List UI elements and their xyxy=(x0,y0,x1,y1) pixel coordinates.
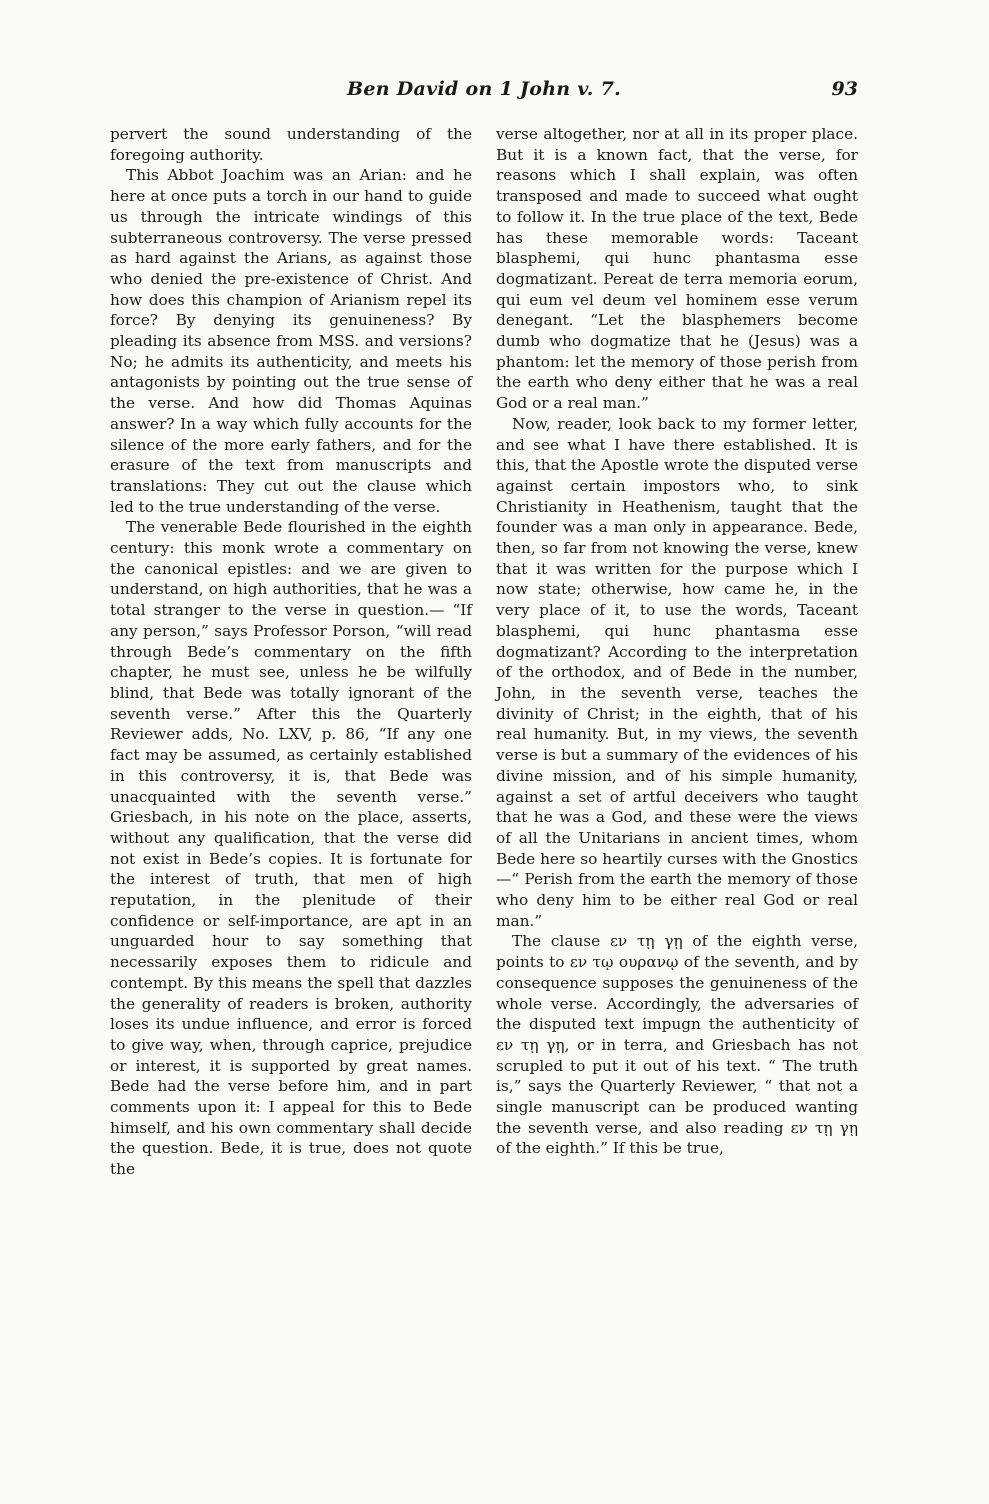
paragraph-continuation: pervert the sound understanding of the foregoing authority. xyxy=(110,125,472,164)
text-columns xyxy=(110,124,858,1180)
running-title: Ben David on 1 John v. 7. xyxy=(346,78,622,100)
right-column xyxy=(496,124,858,1180)
paragraph-abbot-joachim: This Abbot Joachim was an Arian: and he here at once puts a torch in our hand to guide us through the intricate windings of this subterraneous controversy. The verse pressed as hard against the Arians, as against those who denied the pre-existence of Christ. And how does this champion of Arianism repel its force? By denying its genuineness? By pleading its absence from MSS. and versions? No; he admits its authenticity, and meets his antagonists by pointing out the true sense of the verse. And how did Thomas Aquinas answer? In a way which fully accounts for the silence of the more early fathers, and for the erasure of the text from manuscripts and translations: They cut out the clause which led to the true understanding of the verse. xyxy=(110,166,472,516)
paragraph-venerable-bede: The venerable Bede flourished in the eighth century: this monk wrote a commentary on the canonical epistles: and we are given to understand, on high authorities, that he was a total stranger to the verse in question.— “If any person,” says Professor Porson, “will read through Bede’s commentary on the fifth chapter, he must see, unless he be wilfully blind, that Bede was totally ignorant of the seventh verse.” After this the Quarterly Reviewer adds, No. LXV, p. 86, “If any one fact may be assumed, as certainly established in this controversy, it is, that Bede was unacquainted with the seventh verse.” Griesbach, in his note on the place, asserts, without any qualification, that the verse did not exist in Bede’s copies. It is fortunate for the interest of truth, that men of high reputation, in the plenitude of their confidence or self-importance, are apt in an unguarded hour to say something that necessarily exposes them to ridicule and contempt. By this means the spell that dazzles the generality of readers is broken, authority loses its undue influence, and error is forced to give way, when, through caprice, prejudice or interest, it is supported by great names. Bede had the verse before him, and in part comments upon it: I appeal for this to Bede himself, and his own commentary shall decide the question. Bede, it is true, does not quote the xyxy=(110,518,472,1179)
paragraph-now-reader: Now, reader, look back to my former letter, and see what I have there established. It is this, that the Apostle wrote the disputed verse against certain impostors who, to sink Christianity in Heathenism, taught that the founder was a man only in appearance. Bede, then, so far from not knowing the verse, knew that it was written for the purpose which I now state; otherwise, how came he, in the very place of it, to use the words, Taceant blasphemi, qui hunc phantasma esse dogmatizant? According to the interpretation of the orthodox, and of Bede in the number, John, in the seventh verse, teaches the divinity of Christ; in the eighth, that of his real humanity. But, in my views, the seventh verse is but a summary of the evidences of his divine mission, and of his simple humanity, against a set of artful deceivers who taught that he was a God, and these were the views of all the Unitarians in ancient times, whom Bede here so heartily curses with the Gnostics—“ Perish from the earth the memory of those who deny him to be either real God or real man.” xyxy=(496,414,858,930)
page-number: 93 xyxy=(831,78,858,100)
page-header xyxy=(110,78,858,108)
paragraph-the-clause: The clause εν τῃ γῃ of the eighth verse, points to εν τῳ ουρανῳ of the seventh, and by consequence supposes the genuineness of the whole verse. Accordingly, the adversaries of the disputed text impugn the authenticity of εν τῃ γῃ, or in terra, and Griesbach has not scrupled to put it out of his text. “ The truth is,” says the Quarterly Reviewer, “ that not a single manuscript can be produced wanting the seventh verse, and also reading εν τῃ γῃ of the eighth.” If this be true, xyxy=(496,932,858,1158)
paragraph-verse-altogether: verse altogether, nor at all in its proper place. But it is a known fact, that the verse, for reasons which I shall explain, was often transposed and made to succeed what ought to follow it. In the true place of the text, Bede has these memorable words: Taceant blasphemi, qui hunc phantasma esse dogmatizant. Pereat de terra memoria eorum, qui eum vel deum vel hominem esse verum denegant. “Let the blasphemers become dumb who dogmatize that he (Jesus) was a phantom: let the memory of those perish from the earth who deny either that he was a real God or a real man.” xyxy=(496,125,858,413)
left-column xyxy=(110,124,472,1180)
